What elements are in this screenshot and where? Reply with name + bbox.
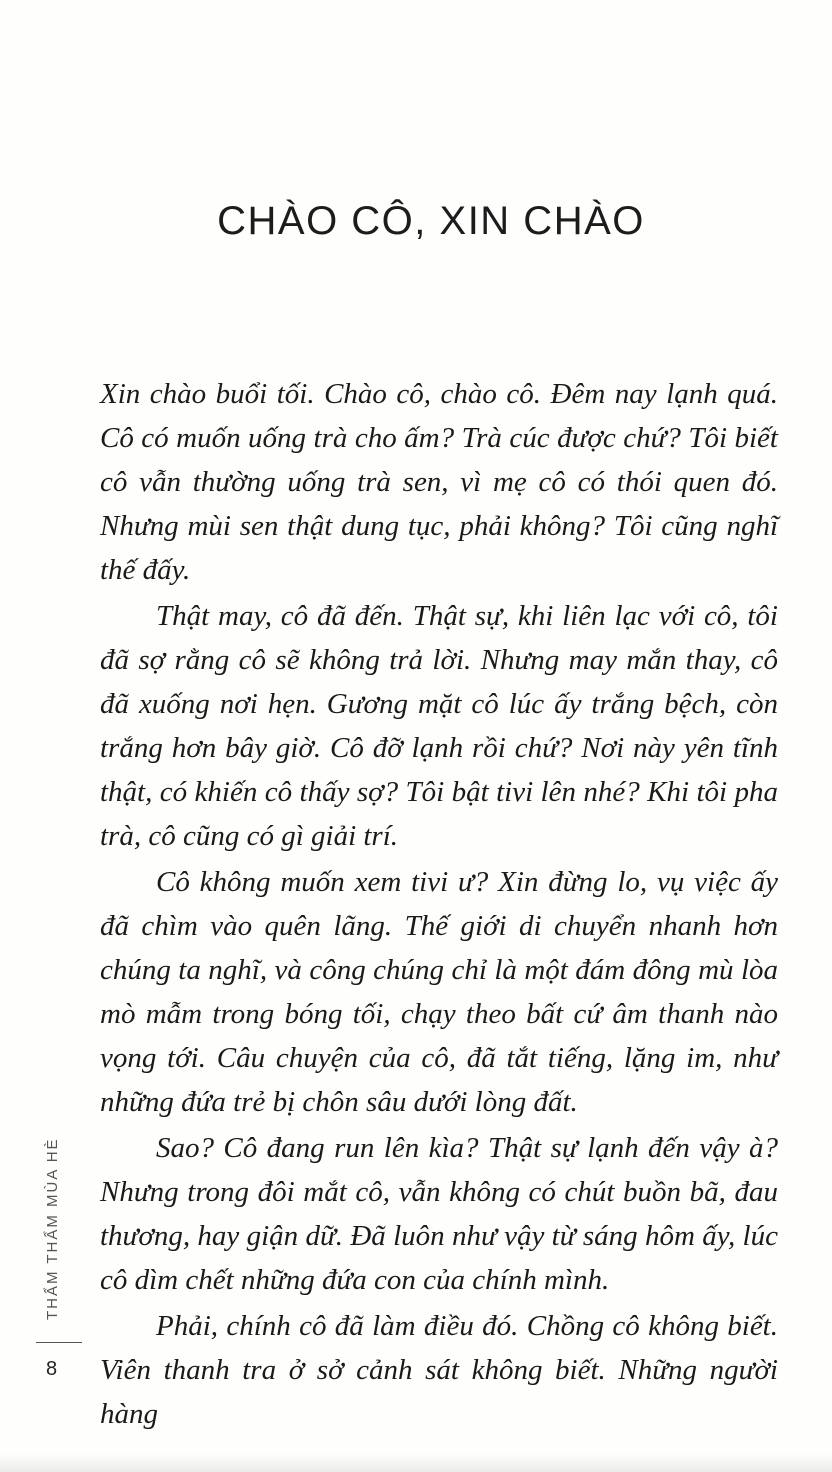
paragraph-1: Xin chào buổi tối. Chào cô, chào cô. Đêm nay lạnh quá. Cô có muốn uống trà cho ấm? Trà cúc được chứ? Tôi biết cô vẫn thường uống trà sen, vì mẹ cô có thói quen đó. Nhưng mùi sen thật dung tục, phải không? Tôi cũng nghĩ thế đấy. xyxy=(100,378,778,586)
chapter-title: CHÀO CÔ, XIN CHÀO xyxy=(217,198,645,243)
paragraph-4: Sao? Cô đang run lên kìa? Thật sự lạnh đến vậy à? Nhưng trong đôi mắt cô, vẫn không có chút buồn bã, đau thương, hay giận dữ. Đã luôn như vậy từ sáng hôm ấy, lúc cô dìm chết những đứa con của chính mình. xyxy=(100,1132,778,1296)
running-head: THẨM THẨM MÙA HÈ xyxy=(44,1137,61,1320)
paragraph-3: Cô không muốn xem tivi ư? Xin đừng lo, vụ việc ấy đã chìm vào quên lãng. Thế giới di chuyển nhanh hơn chúng ta nghĩ, và công chúng chỉ là một đám đông mù lòa mò mẫm trong bóng tối, chạy theo bất cứ âm thanh nào vọng tới. Câu chuyện của cô, đã tắt tiếng, lặng im, như những đứa trẻ bị chôn sâu dưới lòng đất. xyxy=(100,866,778,1118)
page-edge-shadow xyxy=(0,1454,832,1472)
body-text xyxy=(100,372,778,1436)
page-number: 8 xyxy=(46,1358,58,1380)
paragraph-5: Phải, chính cô đã làm điều đó. Chồng cô không biết. Viên thanh tra ở sở cảnh sát không biết. Những người hàng xyxy=(100,1310,778,1430)
paragraph-2: Thật may, cô đã đến. Thật sự, khi liên lạc với cô, tôi đã sợ rằng cô sẽ không trả lời. Nhưng may mắn thay, cô đã xuống nơi hẹn. Gương mặt cô lúc ấy trắng bệch, còn trắng hơn bây giờ. Cô đỡ lạnh rồi chứ? Nơi này yên tĩnh thật, có khiến cô thấy sợ? Tôi bật tivi lên nhé? Khi tôi pha trà, cô cũng có gì giải trí. xyxy=(100,600,778,852)
folio-divider xyxy=(36,1342,82,1343)
